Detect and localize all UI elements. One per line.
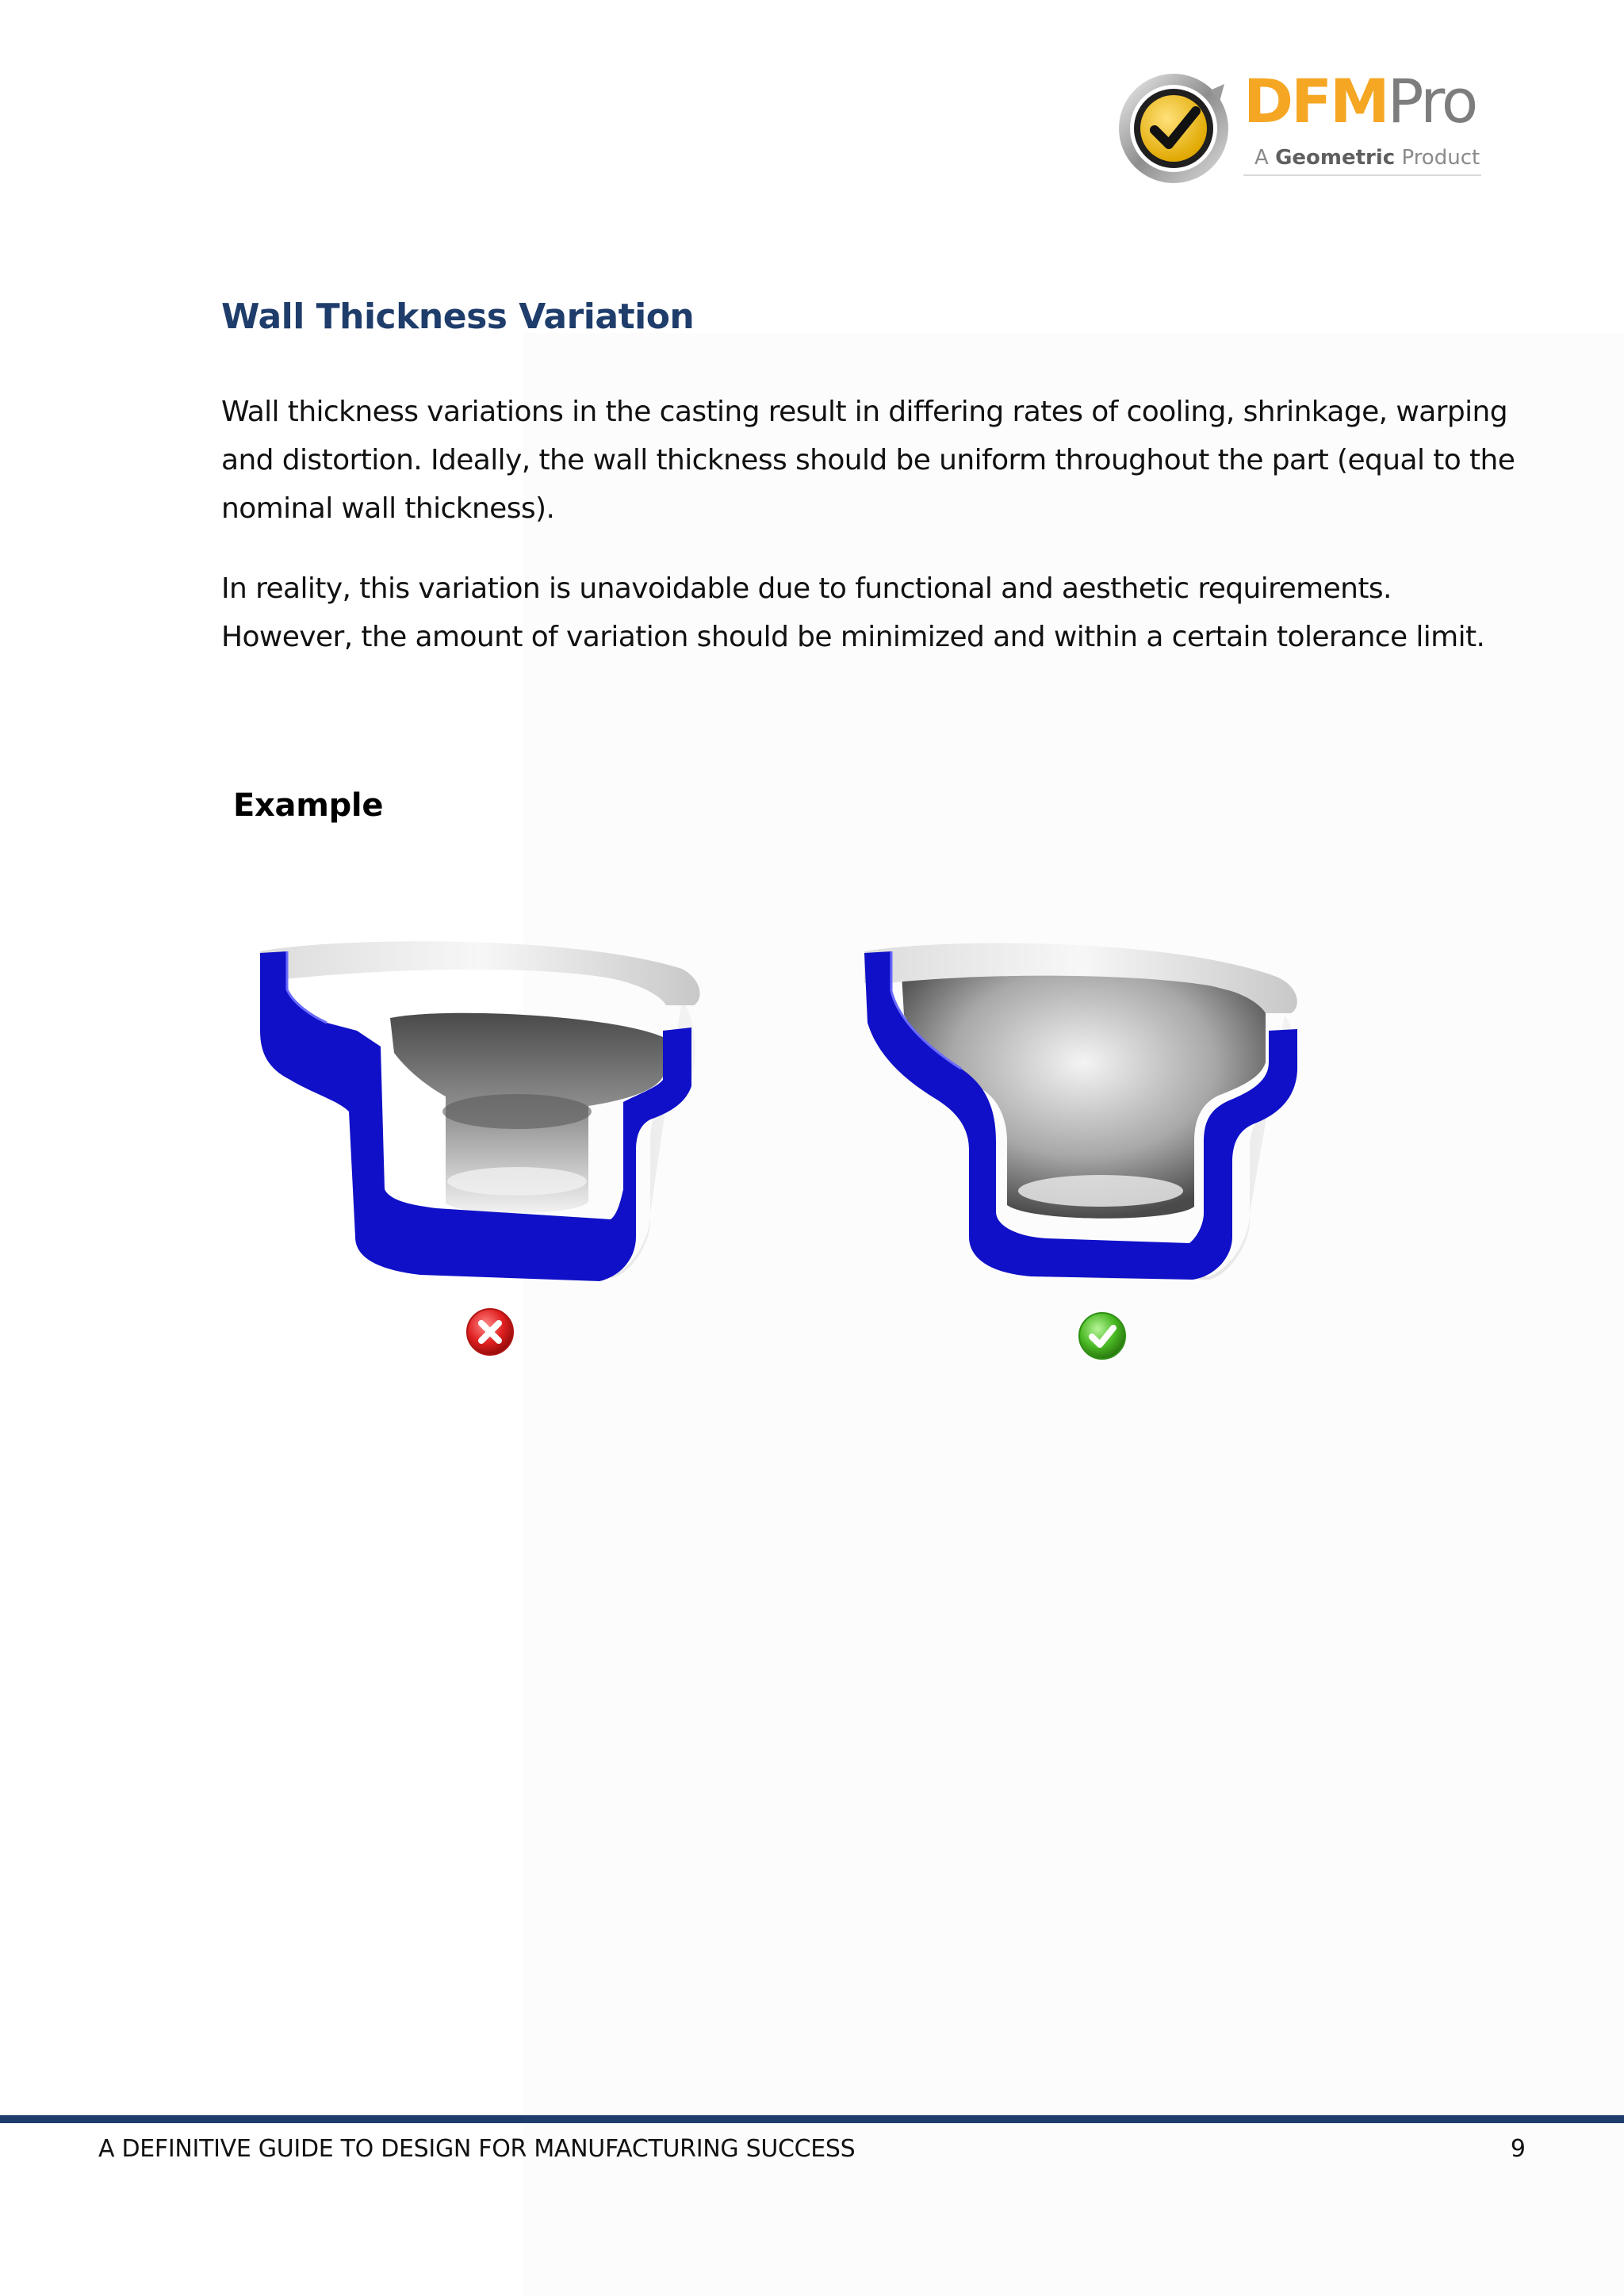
- logo-wordmark: [1243, 66, 1477, 136]
- logo-tagline-prefix: A: [1254, 146, 1269, 170]
- inner-ledge: [447, 1167, 587, 1196]
- example-heading: Example: [233, 787, 384, 824]
- logo-pro-text: Pro: [1387, 66, 1477, 136]
- footer-title: A DEFINITIVE GUIDE TO DESIGN FOR MANUFACTURING SUCCESS: [98, 2135, 856, 2163]
- logo-dfm-text: DFM: [1243, 66, 1388, 136]
- checkmark-badge-icon: [1116, 67, 1235, 186]
- inner-floor: [1018, 1175, 1183, 1207]
- logo-tagline-suffix: Product: [1401, 146, 1480, 170]
- part-uneven-wall: [260, 941, 700, 1355]
- paragraph-wall-thickness-intro: Wall thickness variations in the casting result in differing rates of cooling, shrinkage, warping and distortion. Ideally, the wall thickness should be uniform throughout the part (equal to the nominal wall thickness).: [221, 396, 1515, 525]
- paragraph-variation-tolerance: In reality, this variation is unavoidable due to functional and aesthetic requirements. However, the amount of variation should be minimized and within a certain tolerance limit.: [221, 572, 1485, 653]
- red-cross-icon: [467, 1309, 513, 1355]
- green-check-icon: [1079, 1313, 1125, 1359]
- dfmpro-logo: [1116, 67, 1489, 186]
- rim-top: [260, 941, 700, 1005]
- footer-rule: [0, 2115, 1624, 2123]
- bore-shadow: [442, 1094, 592, 1129]
- logo-tagline-company: Geometric: [1275, 146, 1396, 170]
- page-number: 9: [1510, 2135, 1526, 2163]
- example-figure: [238, 904, 1427, 1395]
- logo-tagline: [1243, 144, 1481, 176]
- section-title: Wall Thickness Variation: [221, 297, 695, 337]
- part-uniform-wall: [864, 943, 1298, 1359]
